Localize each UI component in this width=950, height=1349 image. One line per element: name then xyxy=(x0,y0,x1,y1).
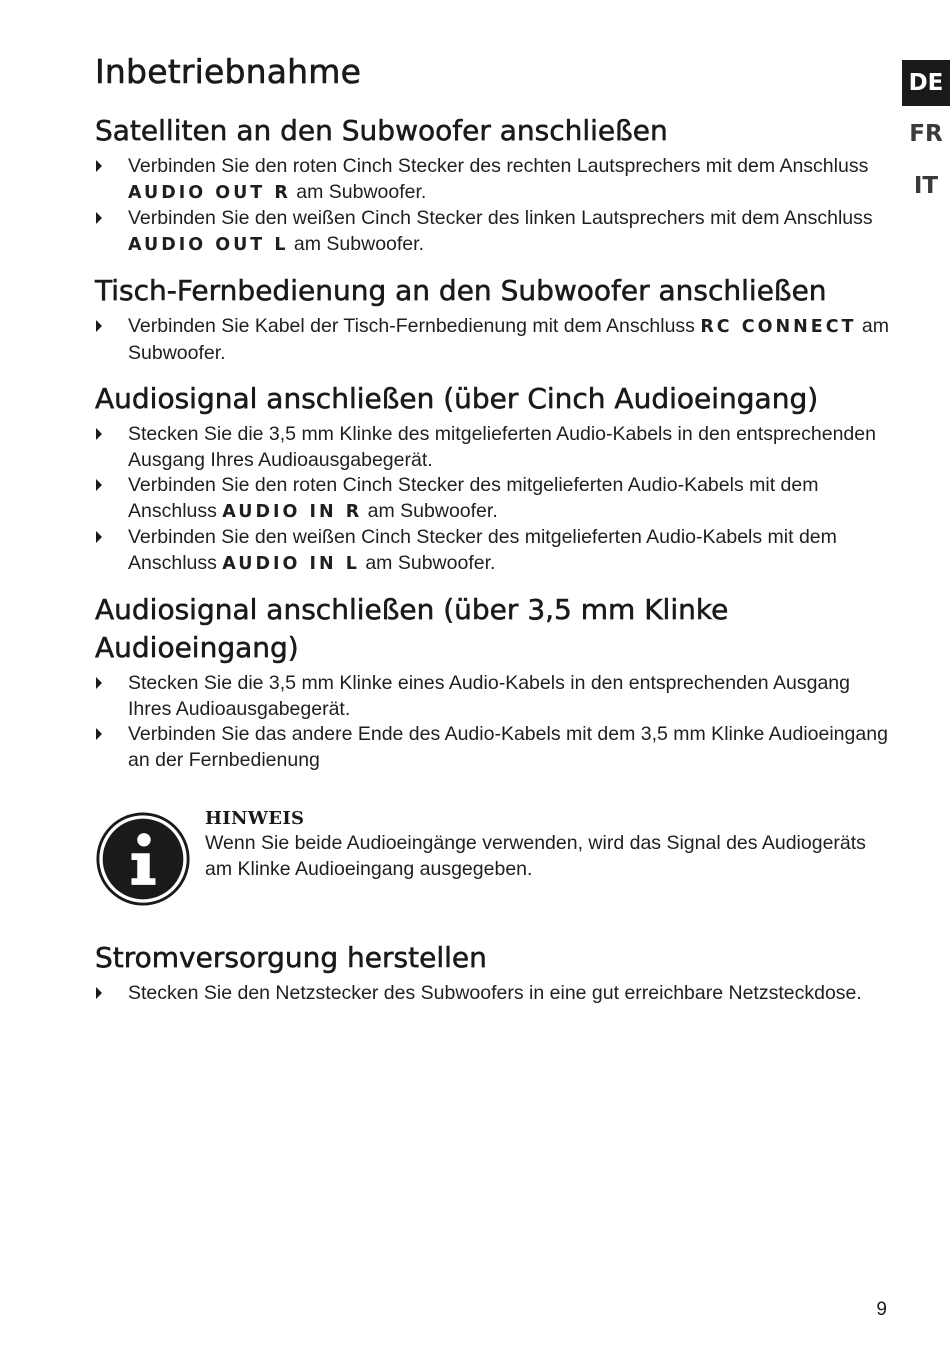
port-label: AUDIO OUT R xyxy=(128,182,291,203)
bullet-arrow-icon xyxy=(96,160,102,172)
bullet-arrow-icon xyxy=(96,479,102,491)
item-text: am Subwoofer. xyxy=(362,499,498,522)
item-text: Stecken Sie die 3,5 mm Klinke eines Audio-Kabels in den entsprechenden Ausgang Ihres Audioausgabegerät. xyxy=(128,672,850,720)
step-list xyxy=(95,981,895,1007)
note-text: Wenn Sie beide Audioeingänge verwenden, wird das Signal des Audiogeräts am Klinke Audioeingang ausgegeben. xyxy=(205,832,866,880)
section-heading: Audiosignal anschließen (über 3,5 mm Klinke Audioeingang) xyxy=(95,593,729,664)
note-body xyxy=(205,807,895,882)
list-item xyxy=(95,206,895,258)
section-power xyxy=(95,939,895,1007)
list-item xyxy=(95,981,895,1007)
step-list xyxy=(95,154,895,258)
language-tab-de[interactable]: DE xyxy=(902,60,950,106)
step-list xyxy=(95,422,895,577)
bullet-arrow-icon xyxy=(96,531,102,543)
section-heading: Satelliten an den Subwoofer anschließen xyxy=(95,114,668,147)
info-icon xyxy=(95,811,191,907)
bullet-arrow-icon xyxy=(96,728,102,740)
section-satellites xyxy=(95,112,895,258)
item-text: Verbinden Sie das andere Ende des Audio-Kabels mit dem 3,5 mm Klinke Audioeingang an der Fernbedienung xyxy=(128,723,888,771)
bullet-arrow-icon xyxy=(96,320,102,332)
item-text: Verbinden Sie den weißen Cinch Stecker des linken Lautsprechers mit dem Anschluss xyxy=(128,207,873,229)
language-tab-it[interactable]: IT xyxy=(913,173,939,199)
section-remote xyxy=(95,272,895,366)
list-item xyxy=(95,671,895,722)
section-audio-jack xyxy=(95,591,895,773)
list-item xyxy=(95,154,895,206)
bullet-arrow-icon xyxy=(96,428,102,440)
list-item xyxy=(95,422,895,473)
section-heading: Audiosignal anschließen (über Cinch Audioeingang) xyxy=(95,382,819,415)
bullet-arrow-icon xyxy=(96,677,102,689)
bullet-arrow-icon xyxy=(96,212,102,224)
item-text: Stecken Sie die 3,5 mm Klinke des mitgelieferten Audio-Kabels in den entsprechenden Ausgang Ihres Audioausgabegerät. xyxy=(128,423,876,471)
bullet-arrow-icon xyxy=(96,987,102,999)
item-text: Verbinden Sie den roten Cinch Stecker des mitgelieferten Audio-Kabels mit dem Anschluss xyxy=(128,474,819,522)
item-text: Verbinden Sie Kabel der Tisch-Fernbedienung mit dem Anschluss xyxy=(128,315,701,337)
section-heading: Tisch-Fernbedienung an den Subwoofer anschließen xyxy=(95,274,827,307)
page-title: Inbetriebnahme xyxy=(95,52,362,91)
language-tab-fr[interactable]: FR xyxy=(909,121,943,147)
step-list xyxy=(95,671,895,773)
port-label: AUDIO IN R xyxy=(222,501,363,522)
port-label: AUDIO OUT L xyxy=(128,234,289,255)
note-title: HINWEIS xyxy=(205,808,305,829)
item-text: am Subwoofer. xyxy=(290,180,427,203)
item-text: am Subwoofer. xyxy=(288,232,424,255)
list-item xyxy=(95,722,895,773)
item-text: Stecken Sie den Netzstecker des Subwoofers in eine gut erreichbare Netzsteckdose. xyxy=(128,982,862,1004)
language-tabs xyxy=(902,60,950,216)
item-text: am Subwoofer. xyxy=(359,551,496,574)
port-label: AUDIO IN L xyxy=(222,553,360,574)
section-heading: Stromversorgung herstellen xyxy=(95,941,487,974)
item-text: am Subwoofer. xyxy=(128,315,890,364)
page-number: 9 xyxy=(876,1299,887,1320)
step-list xyxy=(95,314,895,366)
list-item xyxy=(95,314,895,366)
port-label: RC CONNECT xyxy=(700,317,857,337)
item-text: Verbinden Sie den roten Cinch Stecker des rechten Lautsprechers mit dem Anschluss xyxy=(128,155,869,177)
note-box xyxy=(95,807,895,911)
content xyxy=(95,112,895,1021)
item-text: Verbinden Sie den weißen Cinch Stecker des mitgelieferten Audio-Kabels mit dem Anschluss xyxy=(128,526,837,574)
list-item xyxy=(95,473,895,525)
list-item xyxy=(95,525,895,577)
section-audio-cinch xyxy=(95,380,895,577)
